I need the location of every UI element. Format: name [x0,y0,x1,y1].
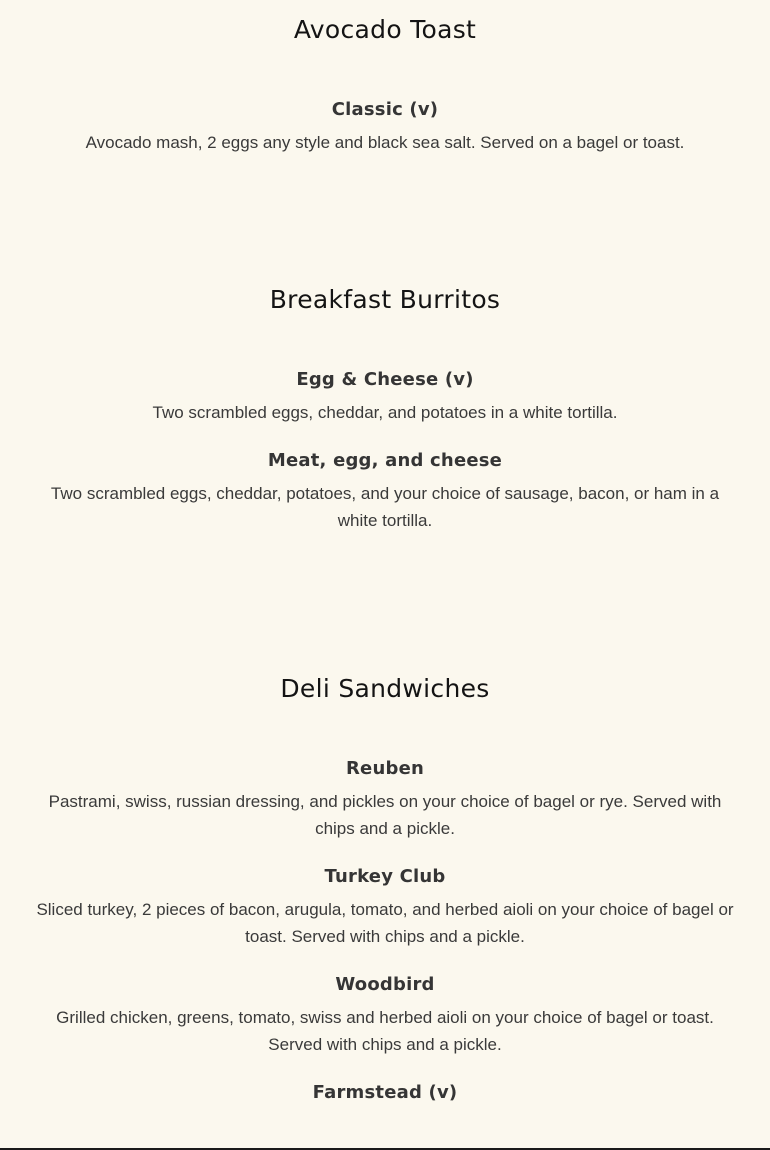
item-name: Meat, egg, and cheese [267,450,503,471]
section-title: Avocado Toast [293,15,477,44]
item-name: Woodbird [335,974,435,995]
menu-item-classic [0,99,770,156]
item-list [0,758,770,1104]
item-description: Avocado mash, 2 eggs any style and black sea salt. Served on a bagel or toast. [85,133,685,152]
item-name: Egg & Cheese (v) [296,369,474,390]
menu-section-avocado-toast [0,15,770,156]
item-description: Pastrami, swiss, russian dressing, and pickles on your choice of bagel or rye. Served with chips and a pickle. [48,792,722,838]
section-title: Breakfast Burritos [269,285,501,314]
item-name: Reuben [346,758,424,779]
item-list [0,369,770,534]
menu-item-egg-cheese [0,369,770,426]
section-title: Deli Sandwiches [280,674,490,703]
item-description: Grilled chicken, greens, tomato, swiss and herbed aioli on your choice of bagel or toast. Served with chips and a pickle. [56,1008,714,1054]
menu-section-deli-sandwiches [0,674,770,1104]
menu-item-farmstead [0,1082,770,1104]
menu-item-woodbird [0,974,770,1058]
menu-item-reuben [0,758,770,842]
item-description: Sliced turkey, 2 pieces of bacon, arugula, tomato, and herbed aioli on your choice of bagel or toast. Served with chips and a pickle. [36,900,734,946]
menu-item-turkey-club [0,866,770,950]
item-name: Turkey Club [324,866,446,887]
item-list [0,99,770,156]
menu-section-breakfast-burritos [0,285,770,534]
item-description: Two scrambled eggs, cheddar, and potatoes in a white tortilla. [152,403,618,422]
item-name: Classic (v) [331,99,439,120]
item-description: Two scrambled eggs, cheddar, potatoes, and your choice of sausage, bacon, or ham in a white tortilla. [50,484,720,530]
menu-item-meat-egg-cheese [0,450,770,534]
item-name: Farmstead (v) [312,1082,458,1103]
